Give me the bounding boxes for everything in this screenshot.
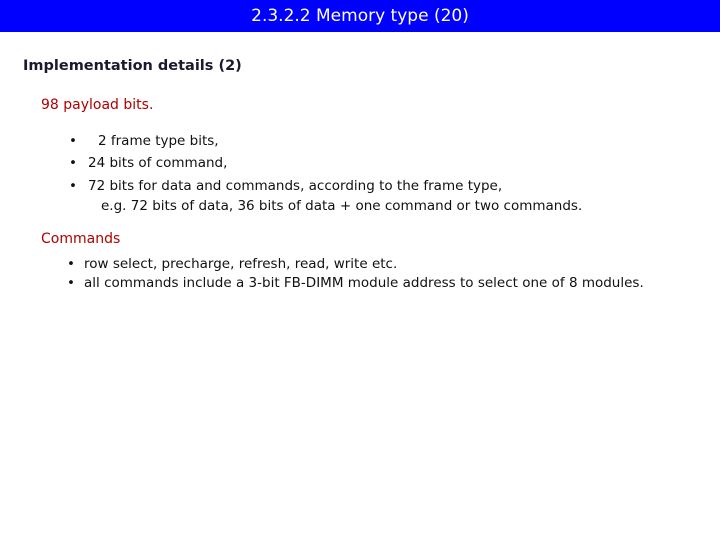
list-item-text: 24 bits of command, (88, 155, 228, 171)
list-item-text: all commands include a 3-bit FB-DIMM module address to select one of 8 modules. (84, 275, 644, 291)
bullet-icon: • (69, 155, 77, 171)
payload-label: 98 payload bits. (41, 97, 154, 113)
slide-title: 2.3.2.2 Memory type (20) (0, 0, 720, 32)
commands-label: Commands (41, 231, 121, 247)
list-item-continuation: e.g. 72 bits of data, 36 bits of data + one command or two commands. (101, 198, 583, 214)
bullet-icon: • (69, 133, 77, 149)
list-item-text: row select, precharge, refresh, read, write etc. (84, 256, 398, 272)
list-item-text: 2 frame type bits, (98, 133, 219, 149)
bullet-icon: • (67, 256, 75, 272)
list-item-text: 72 bits for data and commands, according to the frame type, (88, 178, 503, 194)
section-heading: Implementation details (2) (23, 58, 242, 74)
bullet-icon: • (67, 275, 75, 291)
bullet-icon: • (69, 178, 77, 194)
